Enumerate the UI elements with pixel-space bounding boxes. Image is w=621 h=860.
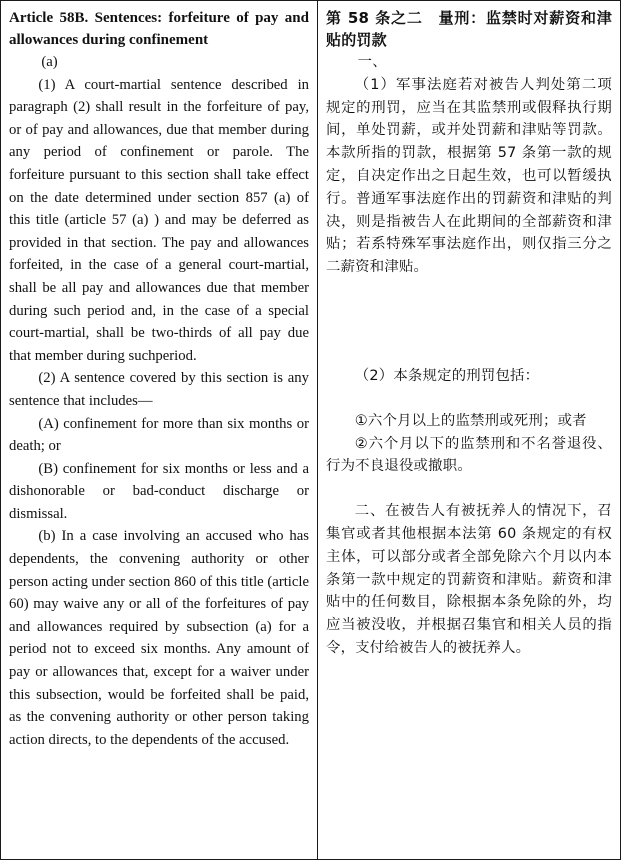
spacer bbox=[326, 388, 612, 410]
chinese-para-1-2: （2）本条规定的刑罚包括： bbox=[354, 367, 540, 384]
chinese-para-1-marker: 一、 bbox=[357, 54, 387, 70]
english-para-a-marker: (a) bbox=[41, 54, 58, 70]
chinese-para-2: 二、在被告人有被抚养人的情况下，召集官或者其他根据本法第 60 条规定的有权主体，可以部分或者全部免除六个月以内本条第一款中规定的罚薪资和津贴。薪资和津贴中的任何数目，除根据本条免除的外，均应当被没收，并根据召集官和相关人员的指令，支付给被告人的被抚养人。 bbox=[326, 503, 612, 656]
chinese-column bbox=[318, 1, 620, 859]
spacer bbox=[326, 279, 612, 365]
english-column bbox=[1, 1, 318, 859]
english-para-a2-B: (B) confinement for six months or less and a dishonorable or bad-conduct discharge or dismissal. bbox=[9, 460, 309, 522]
chinese-para-1-1: （1）军事法庭若对被告人判处第二项规定的刑罚，应当在其监禁刑或假释执行期间，单处罚薪，或并处罚薪和津贴等罚款。本款所指的罚款，根据第 57 条第一款的规定，自决定作出之日起生效，也可以暂缓执行。普通军事法庭作出的罚薪资和津贴的判决，则是指被告人在此期间的全部薪资和津贴；若系特殊军事法庭作出，则仅指三分之二薪资和津贴。 bbox=[326, 76, 612, 276]
spacer bbox=[326, 478, 612, 500]
chinese-article-title: 第 58 条之二 量刑：监禁时对薪资和津贴的罚款 bbox=[326, 9, 612, 49]
english-para-a2-A: (A) confinement for more than six months or death; or bbox=[9, 415, 309, 455]
chinese-para-1-2-2: ②六个月以下的监禁刑和不名誉退役、行为不良退役或撤职。 bbox=[326, 435, 612, 475]
english-para-b: (b) In a case involving an accused who has dependents, the convening authority or other person acting under section 860 of this title (article 60) may waive any or all of the forfeitures of pay and allowances required by subsection (a) for a period not to exceed six months. Any amount of pay or allowances that, except for a waiver under this subsection, would be forfeited shall be paid, as the convening authority or other person taking action directs, to the dependents of the accused. bbox=[9, 528, 309, 748]
english-para-a2: (2) A sentence covered by this section is any sentence that includes— bbox=[9, 370, 309, 409]
chinese-para-1-2-1: ①六个月以上的监禁刑或死刑；或者 bbox=[354, 412, 587, 429]
english-article-title: Article 58B. Sentences: forfeiture of pay and allowances during confinement bbox=[9, 10, 309, 48]
english-para-a1: (1) A court-martial sentence described in paragraph (2) shall result in the forfeiture of pay, or of pay and allowances, due that member during any period of confinement or parole. The forfeiture pursuant to this section shall take effect on the date determined under section 857 (a) of this title (article 57 (a) ) and may be deferred as provided in that section. The pay and allowances forfeited, in the case of a general court-martial, shall be all pay and allowances due that member during such period and, in the case of a special court-martial, shall be two-thirds of all pay due that member during suchperiod. bbox=[9, 76, 309, 364]
